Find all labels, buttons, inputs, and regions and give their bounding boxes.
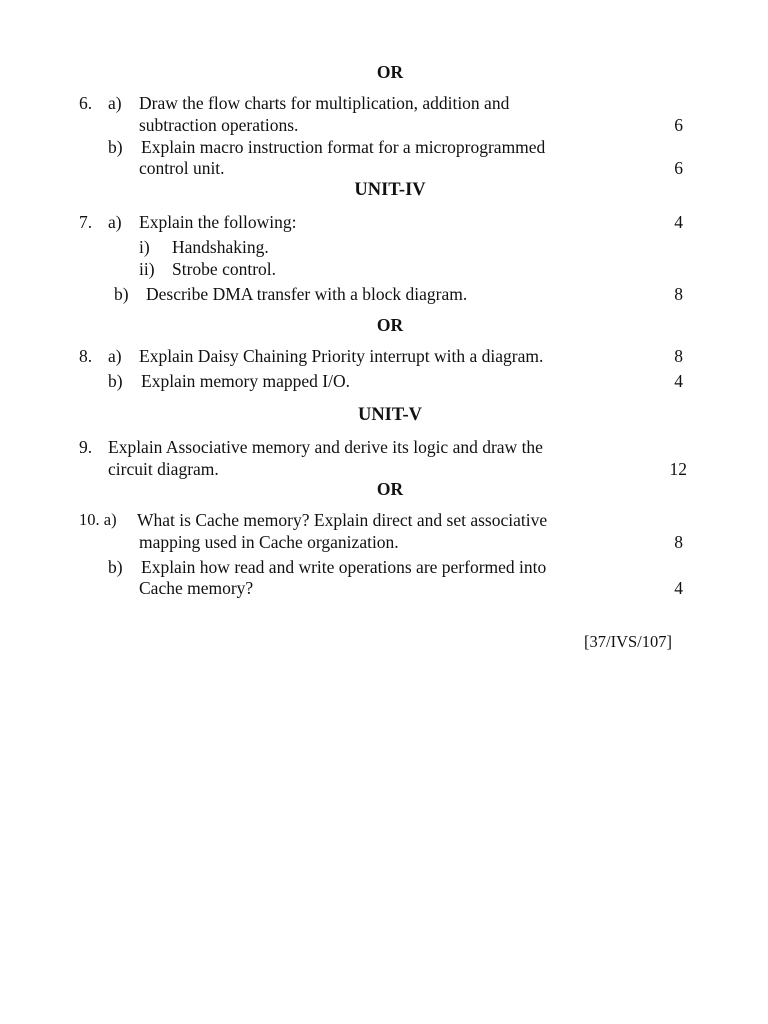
or-heading: OR [376, 62, 404, 82]
question-6a-label: a) [108, 93, 122, 113]
question-9-number: 9. [79, 437, 93, 457]
question-7b-text: Describe DMA transfer with a block diagram. [146, 284, 468, 304]
question-10a-number: 10. a) [79, 510, 117, 529]
question-6b-marks: 6 [674, 158, 683, 178]
question-9-marks: 12 [669, 459, 687, 479]
question-9-text-line2: circuit diagram. [108, 459, 219, 479]
question-8a-label: a) [108, 346, 122, 366]
unit-v-heading: UNIT-V [357, 405, 423, 425]
question-7a-label: a) [108, 212, 122, 232]
unit-iv-heading: UNIT-IV [354, 180, 426, 200]
question-6b-text-line2: control unit. [139, 158, 225, 178]
question-7b-label: b) [114, 284, 129, 304]
question-7a-ii-label: ii) [139, 259, 155, 279]
question-10a-marks: 8 [674, 532, 683, 552]
question-8-number: 8. [79, 346, 93, 366]
question-10a-text-line2: mapping used in Cache organization. [139, 532, 399, 552]
question-8b-marks: 4 [674, 371, 683, 391]
question-6b-text-line1: Explain macro instruction format for a microprogrammed [141, 137, 546, 157]
question-7-number: 7. [79, 212, 93, 232]
question-8a-text: Explain Daisy Chaining Priority interrupt with a diagram. [139, 346, 544, 366]
question-7a-i-label: i) [139, 237, 150, 257]
question-7b-marks: 8 [674, 284, 683, 304]
question-6a-text-line1: Draw the flow charts for multiplication, addition and [139, 93, 510, 113]
question-10b-marks: 4 [674, 578, 683, 598]
question-10b-text-line1: Explain how read and write operations are performed into [141, 557, 547, 577]
question-7a-ii-text: Strobe control. [172, 259, 277, 279]
question-10a-text-line1: What is Cache memory? Explain direct and set associative [137, 510, 548, 530]
question-8a-marks: 8 [674, 346, 683, 366]
question-6a-text-line2: subtraction operations. [139, 115, 299, 135]
question-10b-label: b) [108, 557, 123, 577]
question-6b-label: b) [108, 137, 123, 157]
paper-code: [37/IVS/107] [584, 632, 672, 651]
question-7a-text: Explain the following: [139, 212, 297, 232]
or-heading: OR [376, 479, 404, 499]
question-8b-text: Explain memory mapped I/O. [141, 371, 350, 391]
question-8b-label: b) [108, 371, 123, 391]
question-7a-i-text: Handshaking. [172, 237, 269, 257]
question-6-number: 6. [79, 93, 93, 113]
question-10b-text-line2: Cache memory? [139, 578, 254, 598]
or-heading: OR [376, 315, 404, 335]
question-7a-marks: 4 [674, 212, 683, 232]
question-9-text-line1: Explain Associative memory and derive its logic and draw the [108, 437, 543, 457]
question-6a-marks: 6 [674, 115, 683, 135]
